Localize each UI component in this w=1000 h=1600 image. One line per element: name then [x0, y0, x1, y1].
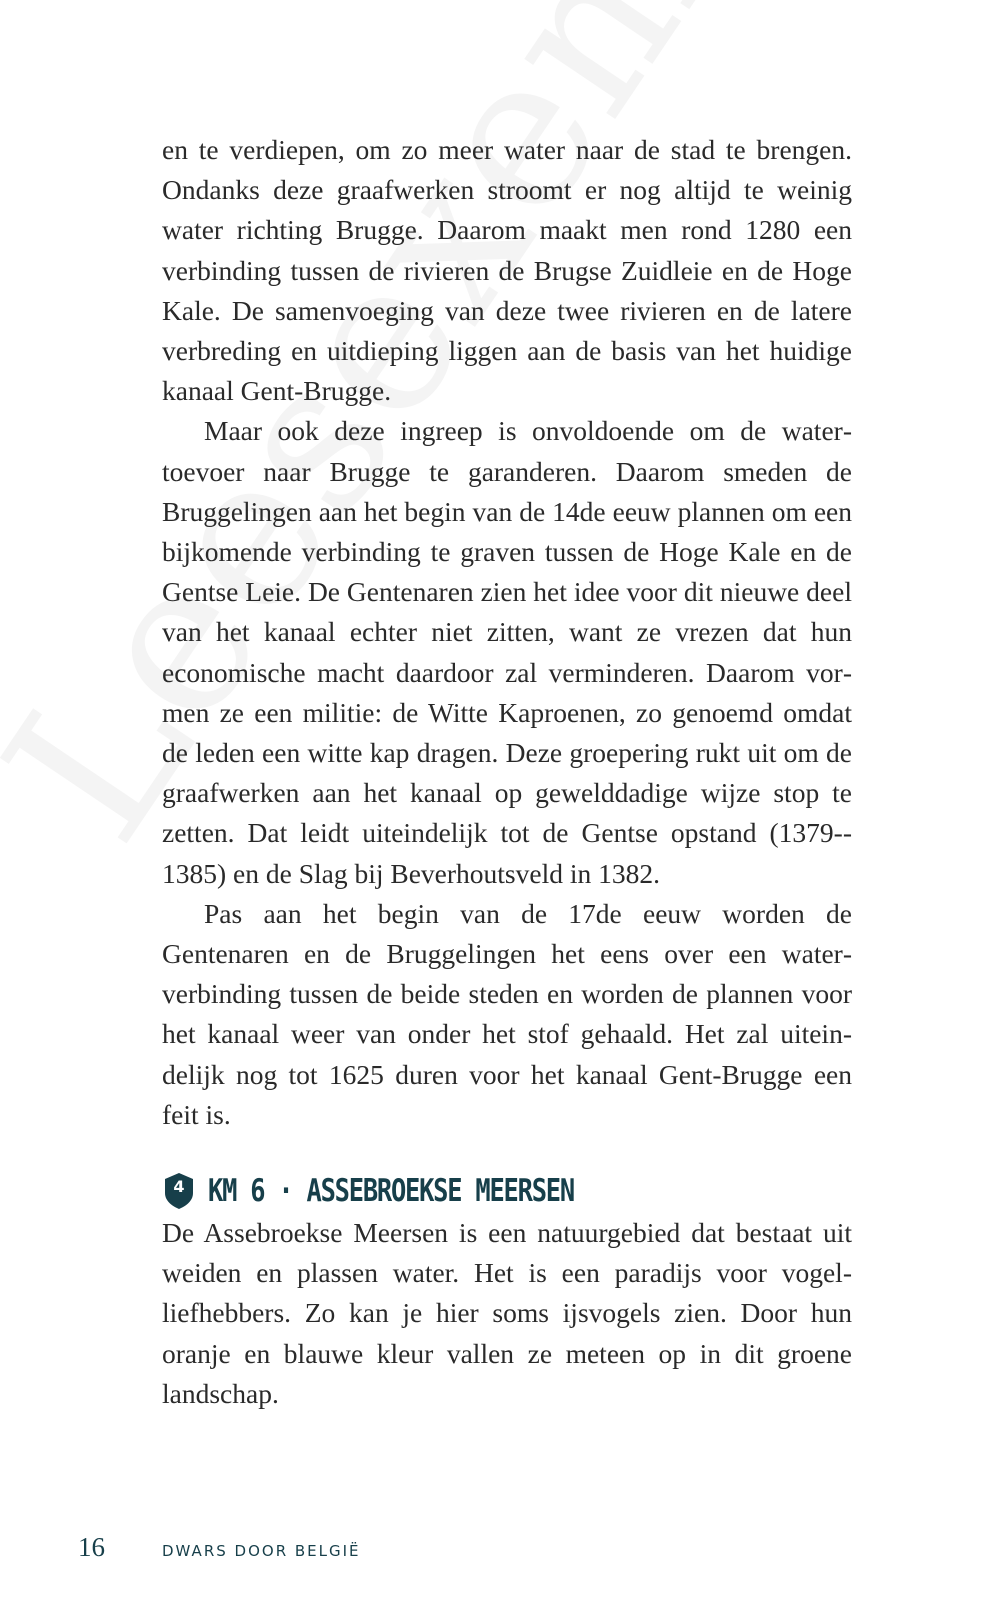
- location-marker-icon: [162, 1172, 196, 1210]
- page-content: [162, 130, 852, 1414]
- page-footer: [78, 1532, 361, 1563]
- running-title: DWARS DOOR BELGIË: [162, 1542, 361, 1560]
- section-paragraph: De Assebroekse Meersen is een natuurgebied dat bestaat uit weiden en plassen water. Het is een paradijs voor vogelliefhebbers. Zo kan je hier soms ijsvogels zien. Door hun oranje en blauwe kleur vallen ze meteen op in dit groene landschap.: [162, 1217, 852, 1409]
- section-heading: [162, 1171, 852, 1211]
- paragraph-2: Maar ook deze ingreep is onvoldoende om de watertoevoer naar Brugge te garanderen. Daarom smeden de Bruggelingen aan het begin van de 14de eeuw plannen om een bijkomende verbinding te graven tussen de Hoge Kale en de Gentse Leie. De Gentenaren zien het idee voor dit nieuwe deel van het kanaal echter niet zitten, want ze vrezen dat hun economische macht daardoor zal verminderen. Daarom vormen ze een militie: de Witte Kaproenen, zo genoemd omdat de leden een witte kap dragen. Deze groepering rukt uit om de graafwerken aan het kanaal op gewelddadige wijze stop te zetten. Dat leidt uiteindelijk tot de Gentse opstand (1379-1385) en de Slag bij Beverhoutsveld in 1382.: [162, 415, 852, 889]
- section-title: KM 6 · ASSEBROEKSE MEERSEN: [208, 1173, 574, 1210]
- marker-number: 4: [173, 1177, 185, 1197]
- paragraph-1: en te verdiepen, om zo meer water naar de stad te brengen. Ondanks deze graafwerken stroomt er nog altijd te weinig water richting Brugge. Daarom maakt men rond 1280 een verbinding tussen de rivieren de Brugse Zuidleie en de Hoge Kale. De samenvoeging van deze twee rivieren en de latere verbreding en uitdieping liggen aan de basis van het huidige kanaal Gent-Brugge.: [162, 134, 852, 407]
- page-number: 16: [78, 1532, 105, 1562]
- paragraph-3: Pas aan het begin van de 17de eeuw worden de Gentenaren en de Bruggelingen het eens over een waterverbinding tussen de beide steden en worden de plannen voor het kanaal weer van onder het stof gehaald. Het zal uiteindelijk nog tot 1625 duren voor het kanaal Gent-Brugge een feit is.: [162, 897, 852, 1130]
